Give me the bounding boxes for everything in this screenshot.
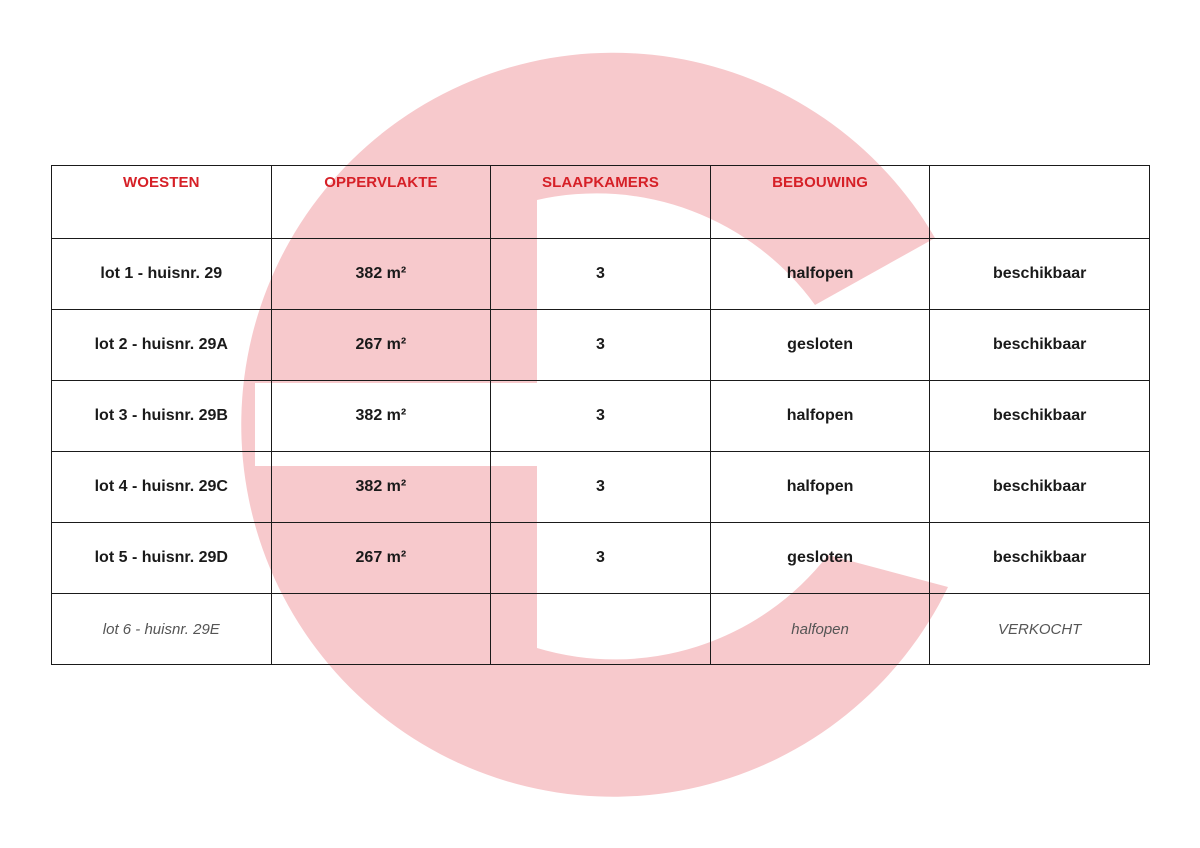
- type-cell: gesloten: [710, 523, 930, 594]
- lot-cell: lot 4 - huisnr. 29C: [52, 452, 272, 523]
- table-row: [52, 523, 1150, 594]
- status-cell: beschikbaar: [930, 239, 1150, 310]
- type-cell: halfopen: [710, 594, 930, 665]
- header-status: [930, 166, 1150, 239]
- bedrooms-cell: 3: [491, 452, 711, 523]
- table-row: [52, 452, 1150, 523]
- status-cell: beschikbaar: [930, 523, 1150, 594]
- area-cell: 382 m²: [271, 452, 491, 523]
- header-bebouwing: BEBOUWING: [710, 166, 930, 239]
- status-cell: VERKOCHT: [930, 594, 1150, 665]
- bedrooms-cell: 3: [491, 310, 711, 381]
- bedrooms-cell: 3: [491, 381, 711, 452]
- table-header-row: [52, 166, 1150, 239]
- table-row-sold: [52, 594, 1150, 665]
- type-cell: halfopen: [710, 239, 930, 310]
- status-cell: beschikbaar: [930, 310, 1150, 381]
- status-cell: beschikbaar: [930, 381, 1150, 452]
- table-row: [52, 381, 1150, 452]
- lot-cell: lot 2 - huisnr. 29A: [52, 310, 272, 381]
- status-cell: beschikbaar: [930, 452, 1150, 523]
- bedrooms-cell: 3: [491, 523, 711, 594]
- area-cell: [271, 594, 491, 665]
- type-cell: halfopen: [710, 452, 930, 523]
- header-woesten: WOESTEN: [52, 166, 272, 239]
- type-cell: gesloten: [710, 310, 930, 381]
- lot-cell: lot 6 - huisnr. 29E: [52, 594, 272, 665]
- table-row: [52, 310, 1150, 381]
- lots-table: [51, 165, 1150, 665]
- lot-cell: lot 5 - huisnr. 29D: [52, 523, 272, 594]
- area-cell: 382 m²: [271, 239, 491, 310]
- area-cell: 267 m²: [271, 523, 491, 594]
- lot-cell: lot 3 - huisnr. 29B: [52, 381, 272, 452]
- type-cell: halfopen: [710, 381, 930, 452]
- bedrooms-cell: [491, 594, 711, 665]
- area-cell: 267 m²: [271, 310, 491, 381]
- lot-cell: lot 1 - huisnr. 29: [52, 239, 272, 310]
- header-slaapkamers: SLAAPKAMERS: [491, 166, 711, 239]
- bedrooms-cell: 3: [491, 239, 711, 310]
- table-row: [52, 239, 1150, 310]
- area-cell: 382 m²: [271, 381, 491, 452]
- header-oppervlakte: OPPERVLAKTE: [271, 166, 491, 239]
